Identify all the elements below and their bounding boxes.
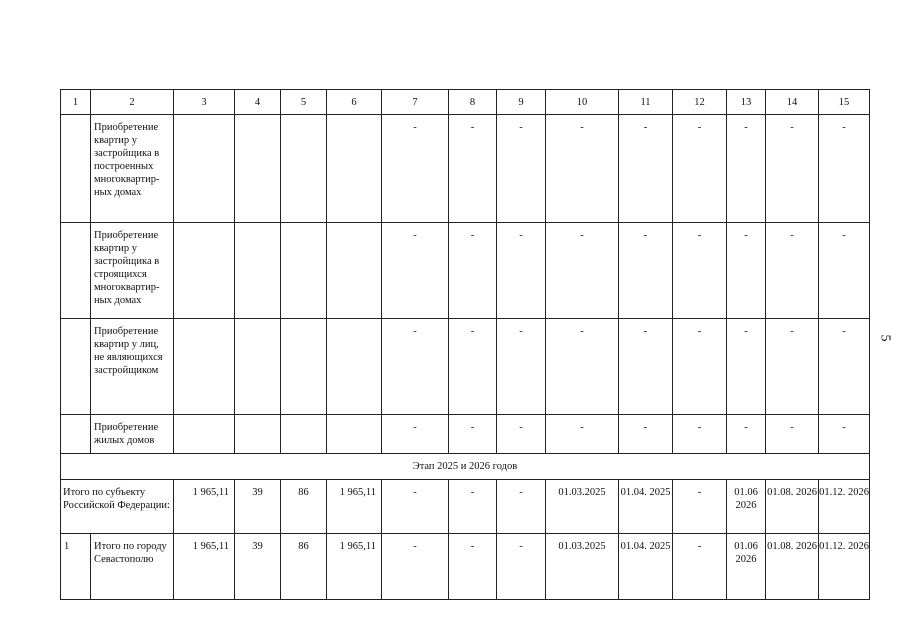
table-row <box>61 223 870 319</box>
empty-cell <box>281 223 327 319</box>
dash-cell: - <box>449 115 497 223</box>
dash-cell: - <box>819 223 870 319</box>
date-cell: 01.06 2026 <box>727 480 766 534</box>
dash-cell: - <box>619 115 673 223</box>
column-number: 4 <box>235 90 281 115</box>
value-cell: 1 965,11 <box>174 480 235 534</box>
dash-cell: - <box>546 319 619 415</box>
total-city-row <box>61 534 870 600</box>
date-cell: 01.04. 2025 <box>619 534 673 600</box>
empty-cell <box>281 415 327 454</box>
dash-cell: - <box>766 415 819 454</box>
row-label: Приобретение квартир у застройщика в строящихся многоквартир-ных домах <box>91 223 174 319</box>
column-number: 14 <box>766 90 819 115</box>
date-cell: 01.03.2025 <box>546 534 619 600</box>
empty-cell <box>61 115 91 223</box>
empty-cell <box>327 415 382 454</box>
dash-cell: - <box>766 319 819 415</box>
row-label: Приобретение квартир у лиц, не являющихся застройщиком <box>91 319 174 415</box>
dash-cell: - <box>727 319 766 415</box>
value-cell: 1 965,11 <box>327 480 382 534</box>
dash-cell: - <box>497 115 546 223</box>
value-cell: - <box>497 534 546 600</box>
dash-cell: - <box>619 415 673 454</box>
stage-row <box>61 454 870 480</box>
column-number: 15 <box>819 90 870 115</box>
dash-cell: - <box>497 415 546 454</box>
column-number: 3 <box>174 90 235 115</box>
column-number: 6 <box>327 90 382 115</box>
date-cell: 01.03.2025 <box>546 480 619 534</box>
value-cell: 39 <box>235 534 281 600</box>
table-row <box>61 115 870 223</box>
column-number: 9 <box>497 90 546 115</box>
empty-cell <box>327 115 382 223</box>
row-label: Приобретение квартир у застройщика в построенных многоквартир-ных домах <box>91 115 174 223</box>
date-cell: 01.08. 2026 <box>766 480 819 534</box>
date-cell: 01.04. 2025 <box>619 480 673 534</box>
empty-cell <box>174 223 235 319</box>
empty-cell <box>174 319 235 415</box>
empty-cell <box>61 415 91 454</box>
dash-cell: - <box>819 319 870 415</box>
stage-heading: Этап 2025 и 2026 годов <box>61 454 870 480</box>
date-cell: 01.06 2026 <box>727 534 766 600</box>
dash-cell: - <box>382 223 449 319</box>
date-cell: 01.12. 2026 <box>819 480 870 534</box>
dash-cell: - <box>727 115 766 223</box>
dash-cell: - <box>673 319 727 415</box>
dash-cell: - <box>673 115 727 223</box>
dash-cell: - <box>449 319 497 415</box>
column-number: 5 <box>281 90 327 115</box>
empty-cell <box>327 223 382 319</box>
program-table <box>60 89 870 600</box>
dash-cell: - <box>497 319 546 415</box>
empty-cell <box>174 115 235 223</box>
empty-cell <box>281 115 327 223</box>
empty-cell <box>235 415 281 454</box>
dash-cell: - <box>449 223 497 319</box>
dash-cell: - <box>497 223 546 319</box>
column-number-row <box>61 90 870 115</box>
value-cell: - <box>673 534 727 600</box>
table-row <box>61 319 870 415</box>
value-cell: 1 965,11 <box>174 534 235 600</box>
column-number: 7 <box>382 90 449 115</box>
dash-cell: - <box>766 115 819 223</box>
column-number: 12 <box>673 90 727 115</box>
total-subject-row <box>61 480 870 534</box>
total-subject-label: Итого по субъекту Российской Федерации: <box>61 480 174 534</box>
value-cell: 1 965,11 <box>327 534 382 600</box>
value-cell: 86 <box>281 480 327 534</box>
value-cell: - <box>497 480 546 534</box>
empty-cell <box>235 319 281 415</box>
column-number: 8 <box>449 90 497 115</box>
empty-cell <box>281 319 327 415</box>
date-cell: 01.12. 2026 <box>819 534 870 600</box>
value-cell: - <box>382 480 449 534</box>
dash-cell: - <box>673 415 727 454</box>
value-cell: - <box>449 534 497 600</box>
dash-cell: - <box>727 223 766 319</box>
column-number: 13 <box>727 90 766 115</box>
dash-cell: - <box>619 223 673 319</box>
column-number: 11 <box>619 90 673 115</box>
value-cell: - <box>449 480 497 534</box>
value-cell: - <box>382 534 449 600</box>
column-number: 2 <box>91 90 174 115</box>
dash-cell: - <box>546 415 619 454</box>
value-cell: 86 <box>281 534 327 600</box>
dash-cell: - <box>727 415 766 454</box>
empty-cell <box>235 115 281 223</box>
dash-cell: - <box>382 115 449 223</box>
column-number: 1 <box>61 90 91 115</box>
table-row <box>61 415 870 454</box>
value-cell: 39 <box>235 480 281 534</box>
dash-cell: - <box>819 415 870 454</box>
row-label: Приобретение жилых домов <box>91 415 174 454</box>
value-cell: - <box>673 480 727 534</box>
date-cell: 01.08. 2026 <box>766 534 819 600</box>
dash-cell: - <box>673 223 727 319</box>
empty-cell <box>235 223 281 319</box>
dash-cell: - <box>546 223 619 319</box>
dash-cell: - <box>619 319 673 415</box>
column-number: 10 <box>546 90 619 115</box>
dash-cell: - <box>766 223 819 319</box>
dash-cell: - <box>819 115 870 223</box>
row-number: 1 <box>61 534 91 600</box>
dash-cell: - <box>382 415 449 454</box>
total-city-label: Итого по городу Севастополю <box>91 534 174 600</box>
empty-cell <box>174 415 235 454</box>
page-number: 5 <box>877 334 893 342</box>
dash-cell: - <box>546 115 619 223</box>
dash-cell: - <box>382 319 449 415</box>
empty-cell <box>61 223 91 319</box>
empty-cell <box>327 319 382 415</box>
dash-cell: - <box>449 415 497 454</box>
empty-cell <box>61 319 91 415</box>
